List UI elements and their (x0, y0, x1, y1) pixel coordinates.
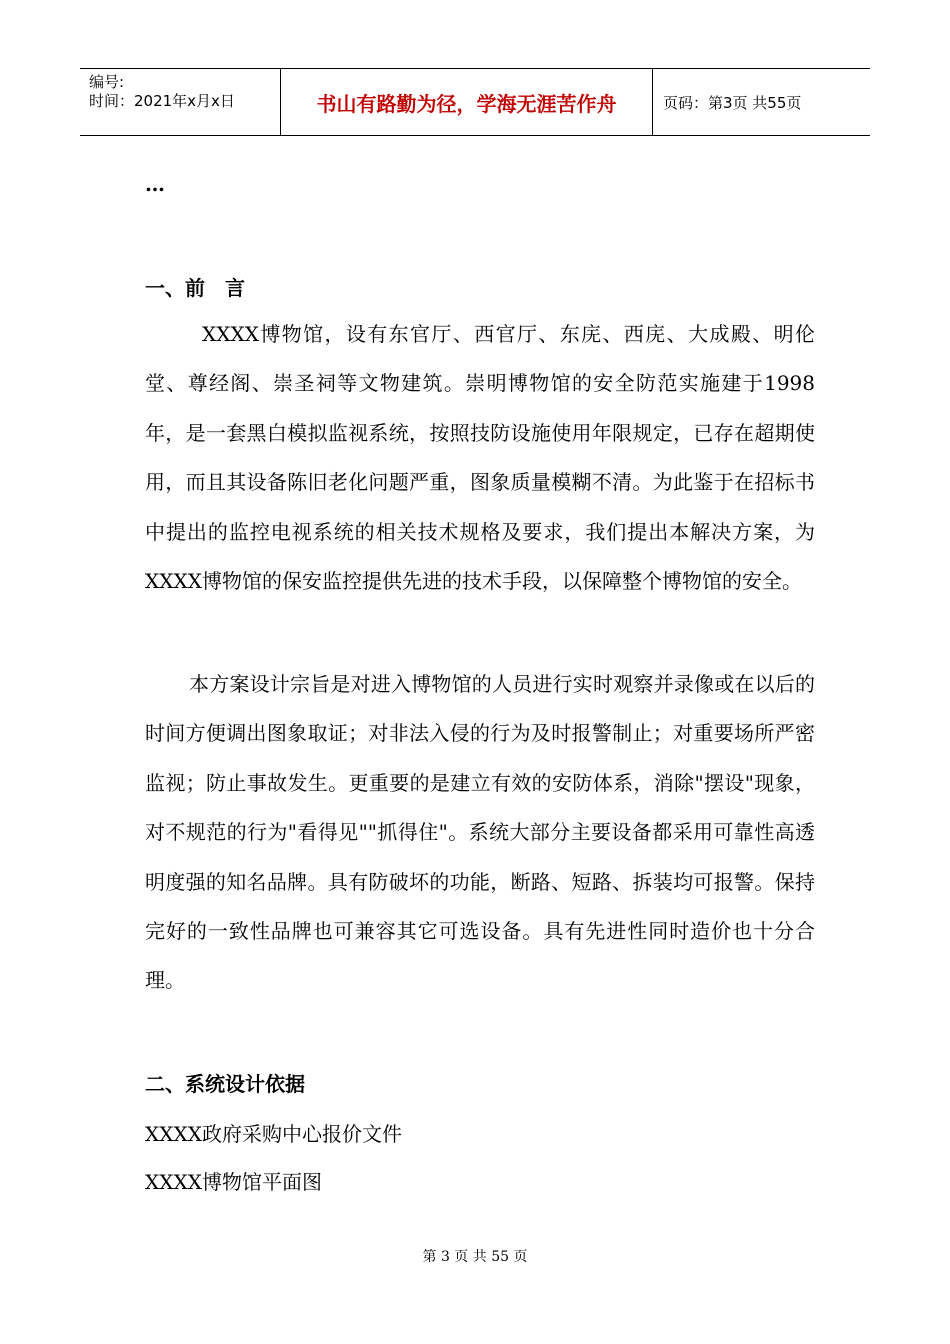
page-footer: 第 3 页 共 55 页 (422, 1249, 528, 1265)
header-page-info: 页码：第3页 共55页 (663, 93, 802, 112)
header-motto: 书山有路勤为径，学海无涯苦作舟 (281, 69, 653, 135)
document-number-label: 编号: (89, 73, 125, 91)
section-1-heading: 一、前 言 (145, 276, 245, 300)
section-2-heading: 二、系统设计依据 (145, 1072, 305, 1096)
section-1-paragraph-1: XXXX博物馆，设有东官厅、西官厅、东庑、西庑、大成殿、明伦堂、尊经阁、崇圣祠等文物建筑。崇明博物馆的安全防范实施建于1998年，是一套黑白模拟监视系统，按照技防设施使用年限规定，已存在超期使用，而且其设备陈旧老化问题严重，图象质量模糊不清。为此鉴于在招标书中提出的监控电视系统的相关技术规格及要求，我们提出本解决方案，为XXXX博物馆的保安监控提供先进的技术手段，以保障整个博物馆的安全。 (145, 322, 815, 594)
section-1-paragraph-2: 本方案设计宗旨是对进入博物馆的人员进行实时观察并录像或在以后的时间方便调出图象取证；对非法入侵的行为及时报警制止；对重要场所严密监视；防止事故发生。更重要的是建立有效的安防体系，消除"摆设"现象，对不规范的行为"看得见""抓得住"。系统大部分主要设备都采用可靠性高透明度强的知名品牌。具有防破坏的功能，断路、短路、拆装均可报警。保持完好的一致性品牌也可兼容其它可选设备。具有先进性同时造价也十分合理。 (145, 672, 815, 993)
basis-item-1: XXXX政府采购中心报价文件 (145, 1122, 402, 1146)
basis-item-2: XXXX博物馆平面图 (145, 1170, 322, 1194)
document-header (80, 68, 870, 136)
header-meta (80, 69, 281, 135)
ellipsis-mark: … (145, 172, 166, 196)
document-time-label: 时间：2021年x月x日 (89, 92, 235, 110)
